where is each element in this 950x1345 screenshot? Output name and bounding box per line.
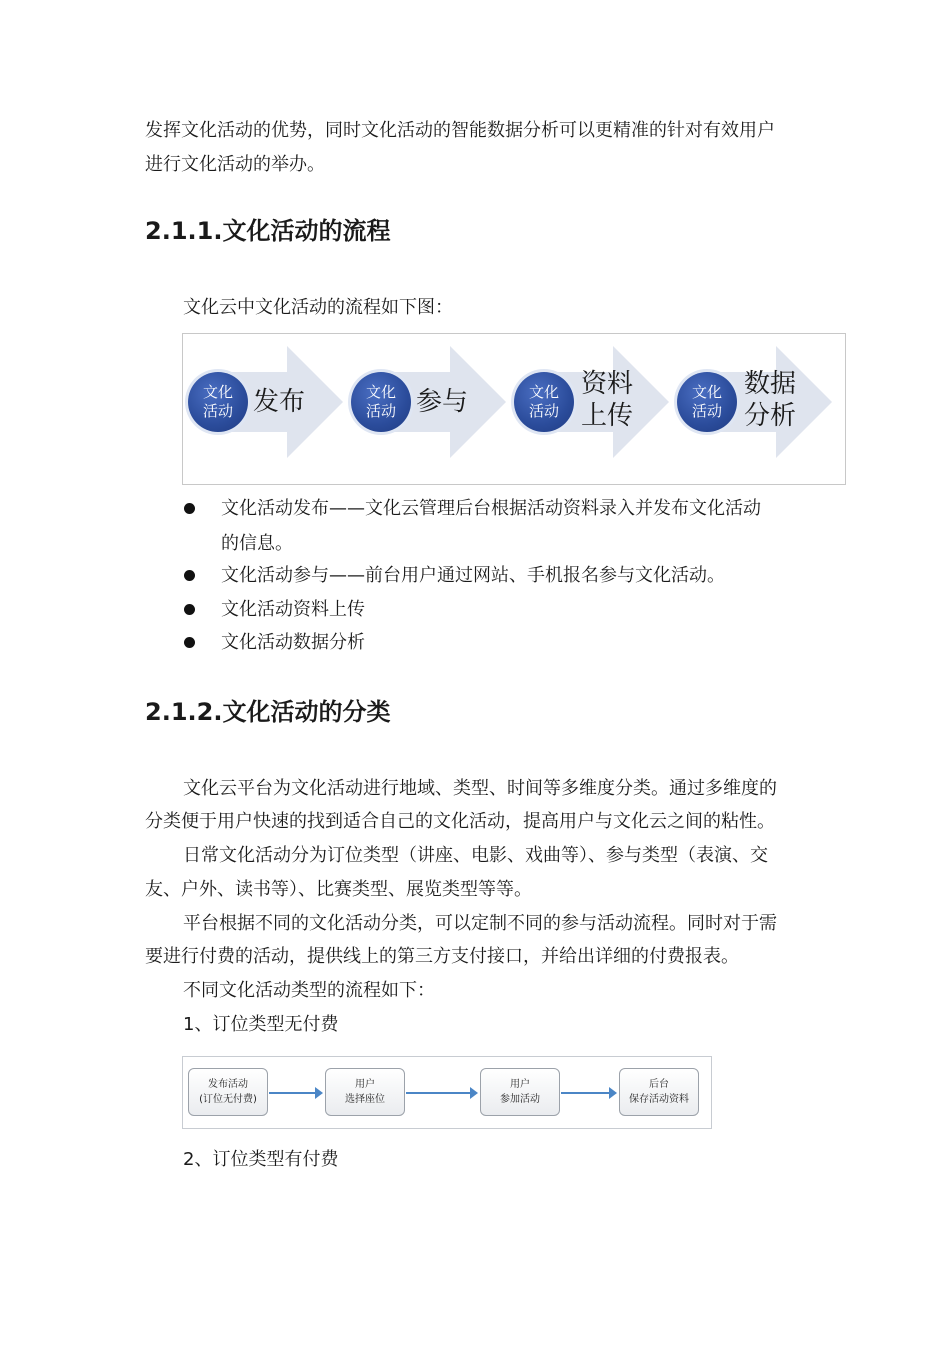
flow-step-circle bbox=[351, 372, 411, 432]
flow-step-label bbox=[581, 368, 633, 432]
intro-line-1: 发挥文化活动的优势，同时文化活动的智能数据分析可以更精准的针对有效用户 bbox=[145, 120, 775, 141]
step-label-line1: 资料 bbox=[581, 369, 634, 399]
flow-node-line2: 保存活动资料 bbox=[629, 1094, 689, 1105]
step-label-line2: 分析 bbox=[744, 401, 797, 431]
flow-node-line2: 选择座位 bbox=[345, 1094, 385, 1105]
flow-arrow bbox=[406, 1092, 476, 1094]
bullet-dot bbox=[184, 503, 195, 514]
activity-flow-diagram bbox=[182, 333, 846, 485]
bullet-item-3: 文化活动资料上传 bbox=[221, 599, 365, 620]
bullet-item-2: 文化活动参与——前台用户通过网站、手机报名参与文化活动。 bbox=[221, 565, 725, 586]
flow-lead-text: 文化云中文化活动的流程如下图： bbox=[183, 297, 453, 318]
flow-node-select-seat bbox=[325, 1068, 405, 1116]
flow-step-analysis bbox=[674, 346, 834, 458]
circle-text-line2: 活动 bbox=[365, 402, 396, 420]
step-label-line1: 发布 bbox=[253, 387, 306, 417]
flow-node-publish bbox=[188, 1068, 268, 1116]
flow-arrow bbox=[561, 1092, 615, 1094]
flow-step-circle bbox=[514, 372, 574, 432]
step-label-line1: 参与 bbox=[416, 387, 469, 417]
para4: 不同文化活动类型的流程如下： bbox=[183, 980, 435, 1001]
flow-step-upload bbox=[511, 346, 671, 458]
para1-line1: 文化云平台为文化活动进行地域、类型、时间等多维度分类。通过多维度的 bbox=[183, 778, 777, 799]
bullet-dot bbox=[184, 604, 195, 615]
list-item-2: 2、订位类型有付费 bbox=[183, 1149, 339, 1170]
flow-node-line1: 发布活动 bbox=[208, 1079, 248, 1090]
flow-step-label bbox=[416, 386, 468, 418]
flow-node-attend bbox=[480, 1068, 560, 1116]
section-heading-flow: 2.1.1.文化活动的流程 bbox=[145, 217, 391, 245]
circle-text-line1: 文化 bbox=[202, 383, 233, 401]
bullet-item-1-line1: 文化活动发布——文化云管理后台根据活动资料录入并发布文化活动 bbox=[221, 498, 761, 519]
circle-text-line1: 文化 bbox=[365, 383, 396, 401]
para3-line1: 平台根据不同的文化活动分类，可以定制不同的参与活动流程。同时对于需 bbox=[183, 913, 777, 934]
flow-step-join bbox=[348, 346, 508, 458]
circle-text-line1: 文化 bbox=[691, 383, 722, 401]
para1-line2: 分类便于用户快速的找到适合自己的文化活动，提高用户与文化云之间的粘性。 bbox=[145, 811, 775, 832]
flow-step-circle bbox=[188, 372, 248, 432]
flow-node-line1: 用户 bbox=[355, 1079, 375, 1090]
flow-node-save-data bbox=[619, 1068, 699, 1116]
flow-node-line1: 后台 bbox=[649, 1079, 669, 1090]
flow-node-line1: 用户 bbox=[510, 1079, 530, 1090]
step-label-line1: 数据 bbox=[744, 369, 797, 399]
flow-step-circle bbox=[677, 372, 737, 432]
list-item-1: 1、订位类型无付费 bbox=[183, 1014, 339, 1035]
bullet-dot bbox=[184, 570, 195, 581]
section-heading-category: 2.1.2.文化活动的分类 bbox=[145, 698, 391, 726]
para2-line2: 友、户外、读书等）、比赛类型、展览类型等等。 bbox=[145, 879, 532, 900]
flow-arrow bbox=[269, 1092, 321, 1094]
para3-line2: 要进行付费的活动，提供线上的第三方支付接口，并给出详细的付费报表。 bbox=[145, 946, 739, 967]
bullet-dot bbox=[184, 637, 195, 648]
step-label-line2: 上传 bbox=[581, 401, 634, 431]
circle-text-line2: 活动 bbox=[202, 402, 233, 420]
flow-step-label bbox=[744, 368, 796, 432]
para2-line1: 日常文化活动分为订位类型（讲座、电影、戏曲等）、参与类型（表演、交 bbox=[183, 845, 768, 866]
flow-step-publish bbox=[185, 346, 345, 458]
booking-flow-diagram bbox=[182, 1056, 712, 1129]
bullet-item-1-line2: 的信息。 bbox=[221, 533, 293, 554]
circle-text-line1: 文化 bbox=[528, 383, 559, 401]
circle-text-line2: 活动 bbox=[691, 402, 722, 420]
bullet-item-4: 文化活动数据分析 bbox=[221, 632, 365, 653]
flow-step-label bbox=[253, 386, 305, 418]
intro-line-2: 进行文化活动的举办。 bbox=[145, 154, 325, 175]
flow-node-line2: 参加活动 bbox=[500, 1094, 540, 1105]
flow-node-line2: (订位无付费) bbox=[199, 1094, 257, 1105]
circle-text-line2: 活动 bbox=[528, 402, 559, 420]
